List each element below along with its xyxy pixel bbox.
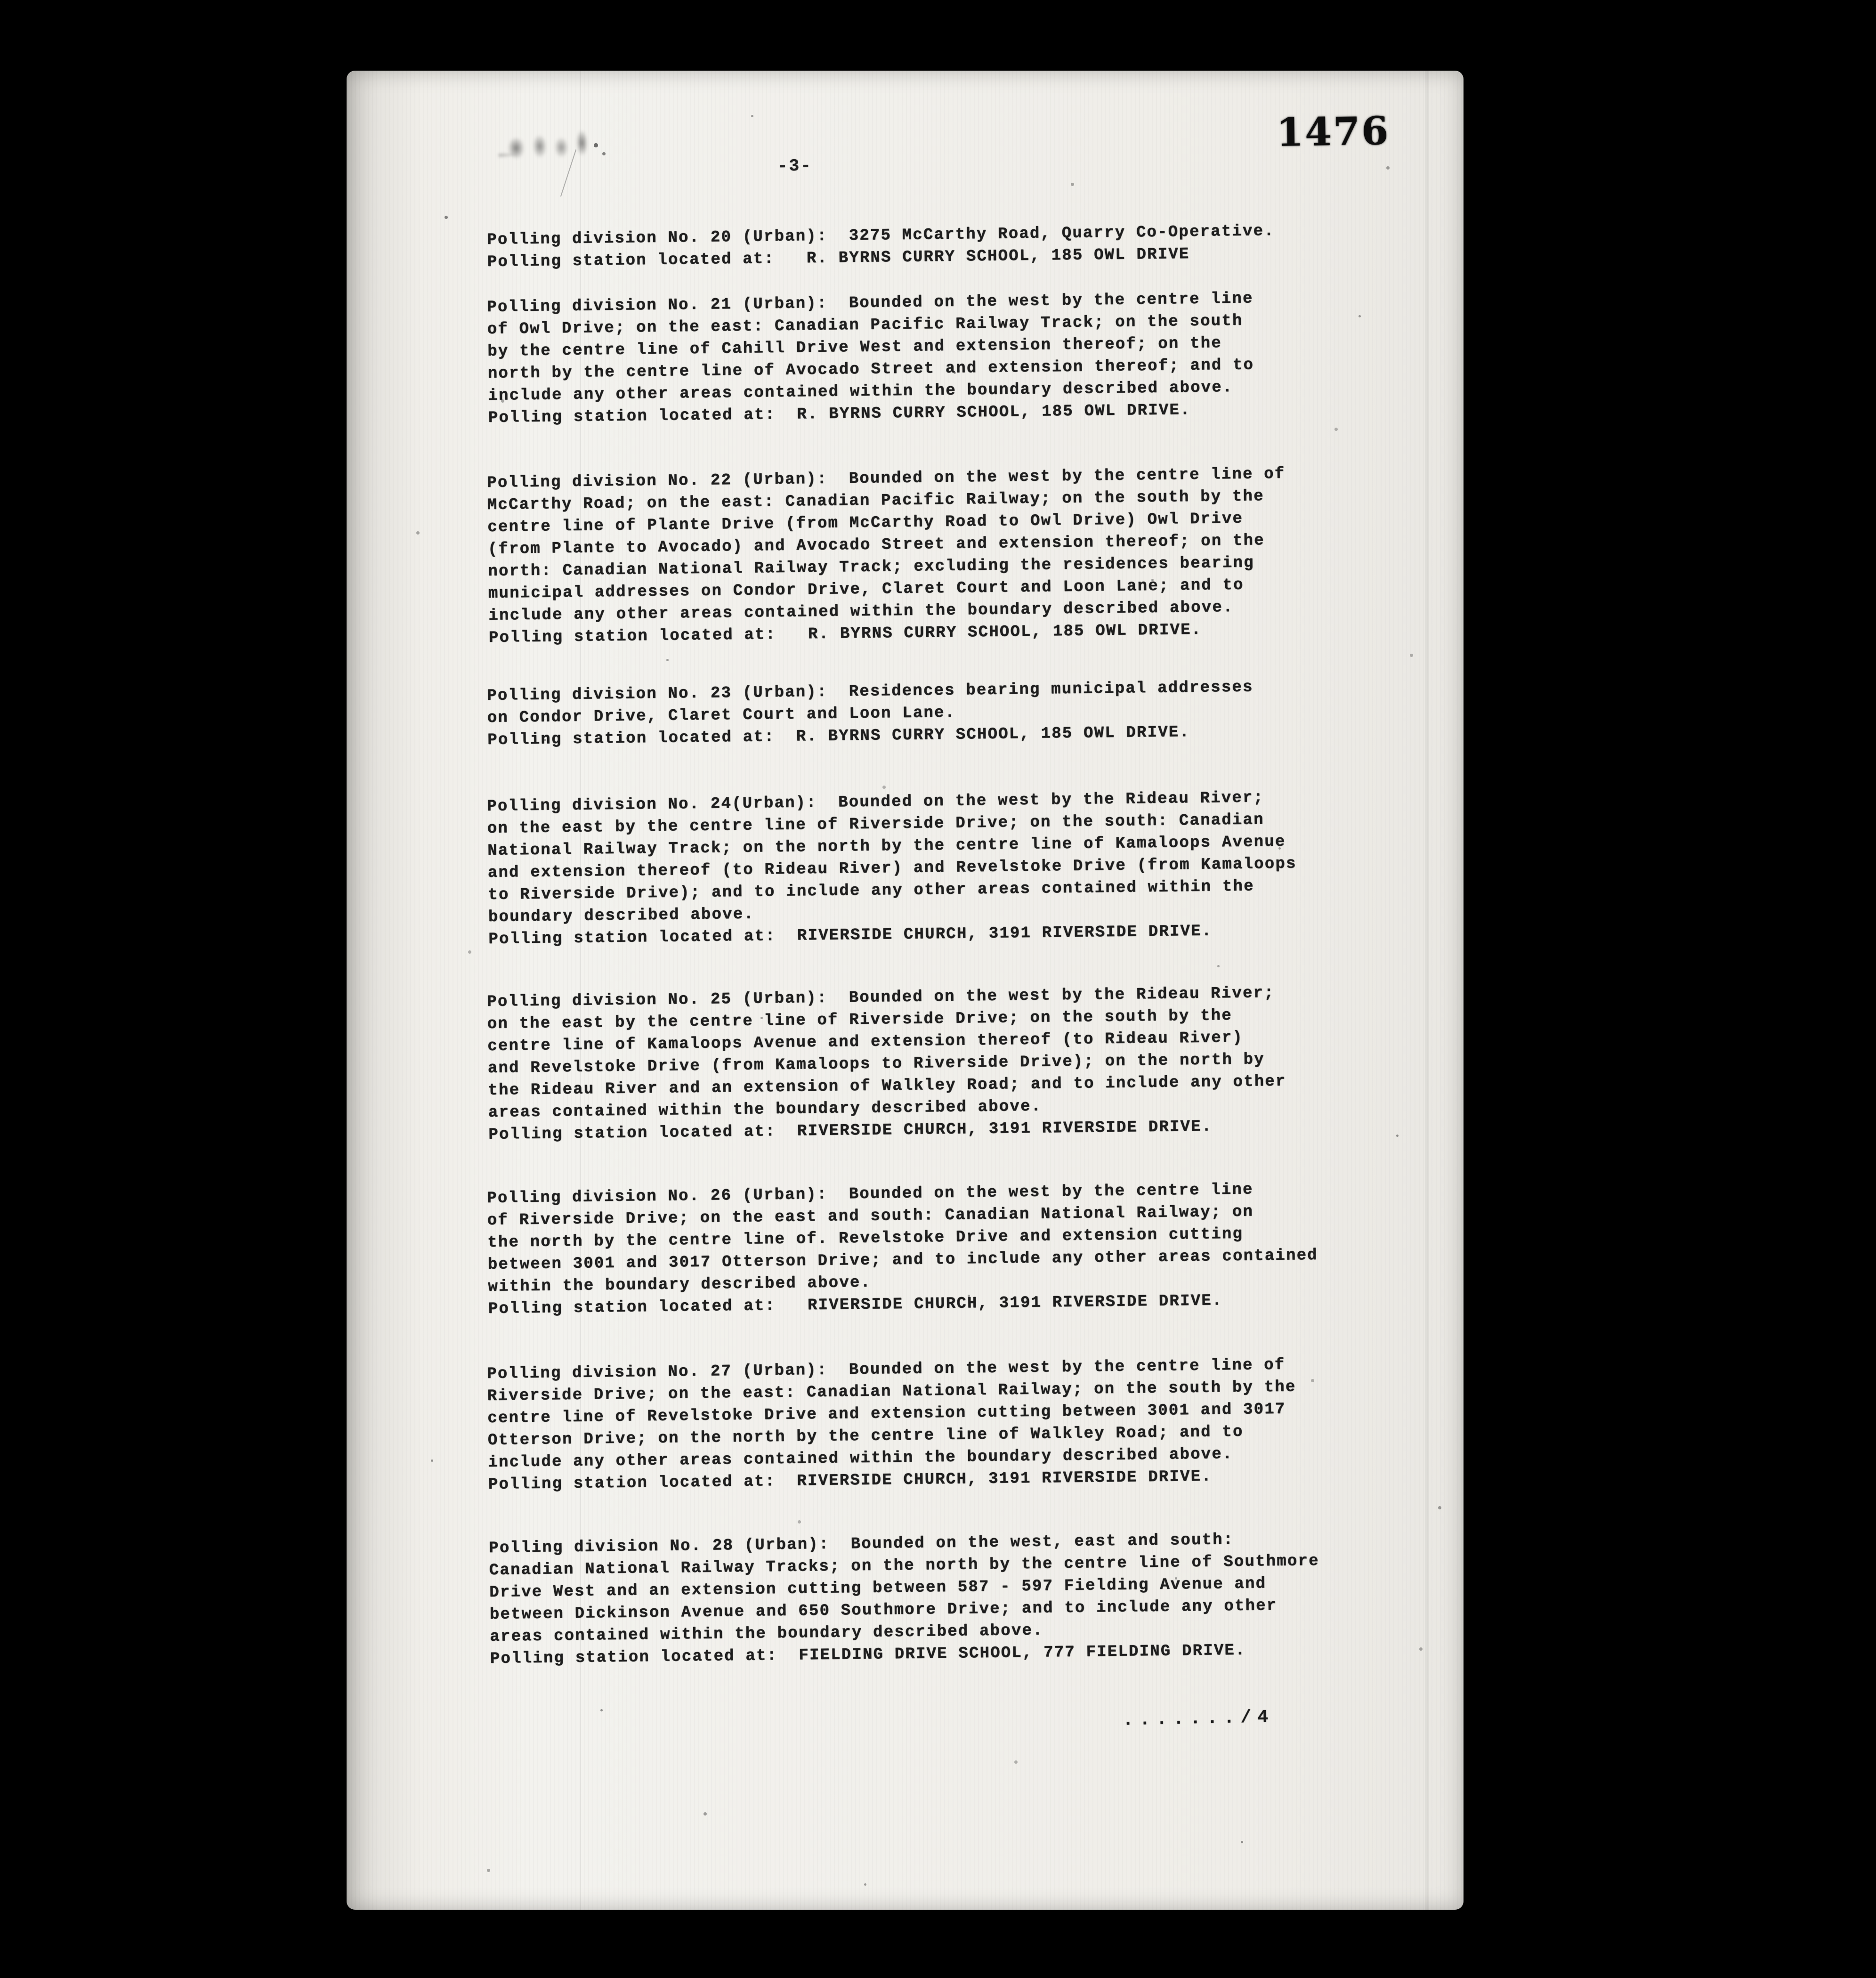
polling-division-21	[487, 288, 1255, 430]
paragraph-line: Polling division No. 25 (Urban): Bounded on the west by the Rideau River;	[487, 984, 1275, 1011]
faded-ink-stamp-smudge	[498, 124, 600, 166]
paragraph-line: boundary described above.	[488, 905, 755, 926]
polling-division-26	[487, 1178, 1318, 1321]
polling-division-25	[487, 982, 1287, 1146]
polling-division-20	[487, 220, 1275, 274]
polling-division-22	[487, 463, 1287, 649]
polling-division-28	[489, 1528, 1320, 1670]
paragraph-line: the Rideau River and an extension of Walkley Road; and to include any other	[488, 1072, 1286, 1100]
paragraph-line: Polling division No. 26 (Urban): Bounded on the west by the centre line	[487, 1181, 1253, 1208]
paragraph-line: of Riverside Drive; on the east and south: Canadian National Railway; on	[487, 1203, 1254, 1230]
paragraph-line: between Dickinson Avenue and 650 Southmore Drive; and to include any other	[489, 1597, 1278, 1624]
paragraph-line: Polling station located at: RIVERSIDE CHURCH, 3191 RIVERSIDE DRIVE.	[488, 922, 1213, 948]
paragraph-line: between 3001 and 3017 Otterson Drive; and to include any other areas contained	[487, 1246, 1318, 1274]
paragraph-line: Polling division No. 24(Urban): Bounded on the west by the Rideau River;	[487, 789, 1264, 816]
paragraph-line: Polling division No. 28 (Urban): Bounded on the west, east and south:	[489, 1531, 1234, 1557]
page-number: -3-	[777, 156, 813, 176]
paragraph-line: Polling station located at: FIELDING DRIVE SCHOOL, 777 FIELDING DRIVE.	[490, 1641, 1246, 1668]
paragraph-line: Canadian National Railway Tracks; on the north by the centre line of Southmore	[489, 1552, 1319, 1580]
paragraph-line: on Condor Drive, Claret Court and Loon Lane.	[487, 704, 956, 727]
paragraph-line: areas contained within the boundary described above.	[488, 1097, 1042, 1122]
paragraph-line: by the centre line of Cahill Drive West and extension thereof; on the	[487, 334, 1222, 361]
polling-division-23	[487, 677, 1254, 752]
paragraph-line: municipal addresses on Condor Drive, Claret Court and Loon Lane; and to	[488, 576, 1244, 603]
paragraph-line: Polling station located at: RIVERSIDE CHURCH, 3191 RIVERSIDE DRIVE.	[488, 1467, 1213, 1494]
paragraph-line: north by the centre line of Avocado Street and extension thereof; and to	[487, 356, 1254, 383]
paragraph-line: Polling division No. 20 (Urban): 3275 McCarthy Road, Quarry Co-Operative.	[487, 222, 1275, 249]
paragraph-line: include any other areas contained within the boundary described above.	[488, 599, 1234, 625]
paragraph-line: Riverside Drive; on the east: Canadian National Railway; on the south by the	[487, 1378, 1296, 1405]
document-page	[347, 71, 1464, 1910]
continuation-mark: ......./4	[1122, 1707, 1275, 1731]
paragraph-line: Drive West and an extension cutting between 587 - 597 Fielding Avenue and	[489, 1575, 1267, 1602]
paragraph-line: centre line of Plante Drive (from McCarthy Road to Owl Drive) Owl Drive	[487, 510, 1244, 536]
paragraph-line: areas contained within the boundary described above.	[490, 1621, 1043, 1646]
paragraph-line: within the boundary described above.	[488, 1273, 872, 1296]
paragraph-line: Polling station located at: RIVERSIDE CHURCH, 3191 RIVERSIDE DRIVE.	[488, 1292, 1223, 1318]
paragraph-line: north: Canadian National Railway Track; excluding the residences bearing	[488, 554, 1254, 581]
paragraph-line: include any other areas contained within the boundary described above.	[488, 379, 1233, 405]
paragraph-line: Polling station located at: R. BYRNS CURRY SCHOOL, 185 OWL DRIVE.	[488, 621, 1202, 647]
paragraph-line: to Riverside Drive); and to include any other areas contained within the	[488, 877, 1254, 904]
paragraph-line: Polling station located at: RIVERSIDE CHURCH, 3191 RIVERSIDE DRIVE.	[488, 1118, 1213, 1144]
paragraph-line: McCarthy Road; on the east: Canadian Pacific Railway; on the south by the	[487, 487, 1264, 514]
paragraph-line: include any other areas contained within the boundary described above.	[488, 1445, 1233, 1472]
paragraph-line: Polling station located at: R. BYRNS CURRY SCHOOL, 185 OWL DRIVE.	[488, 401, 1191, 427]
paragraph-line: centre line of Kamaloops Avenue and extension thereof (to Rideau River)	[487, 1029, 1244, 1055]
paragraph-line: on the east by the centre line of Riverside Drive; on the south: Canadian	[487, 811, 1264, 838]
paragraph-line: Polling station located at: R. BYRNS CURRY SCHOOL, 185 OWL DRIVE	[487, 245, 1190, 271]
scanner-streak	[1425, 71, 1429, 1910]
paragraph-line: and extension thereof (to Rideau River) and Revelstoke Drive (from Kamaloops	[487, 855, 1297, 882]
polling-division-27	[487, 1354, 1297, 1496]
paragraph-line: Polling division No. 21 (Urban): Bounded on the west by the centre line	[487, 290, 1253, 316]
paragraph-line: (from Plante to Avocado) and Avocado Street and extension thereof; on the	[487, 532, 1265, 559]
paper-noise-specks	[347, 71, 348, 72]
paragraph-line: on the east by the centre line of Riverside Drive; on the south by the	[487, 1007, 1233, 1033]
paragraph-line: Polling division No. 22 (Urban): Bounded on the west by the centre line of	[487, 465, 1286, 492]
stamp-number: 1476	[1276, 108, 1390, 155]
paragraph-line: of Owl Drive; on the east: Canadian Pacific Railway Track; on the south	[487, 312, 1243, 339]
paragraph-line: Polling division No. 23 (Urban): Residences bearing municipal addresses	[487, 678, 1253, 705]
paragraph-line: Otterson Drive; on the north by the centre line of Walkley Road; and to	[487, 1423, 1244, 1450]
paragraph-line: centre line of Revelstoke Drive and extension cutting between 3001 and 3017	[487, 1400, 1286, 1427]
paragraph-line: Polling station located at: R. BYRNS CURRY SCHOOL, 185 OWL DRIVE.	[487, 723, 1190, 749]
paragraph-line: and Revelstoke Drive (from Kamaloops to Riverside Drive); on the north by	[487, 1051, 1265, 1078]
polling-division-24	[487, 787, 1297, 951]
paragraph-line: National Railway Track; on the north by the centre line of Kamaloops Avenue	[487, 833, 1286, 860]
paragraph-line: the north by the centre line of. Revelstoke Drive and extension cutting	[487, 1225, 1244, 1252]
paragraph-line: Polling division No. 27 (Urban): Bounded on the west by the centre line of	[487, 1356, 1286, 1383]
